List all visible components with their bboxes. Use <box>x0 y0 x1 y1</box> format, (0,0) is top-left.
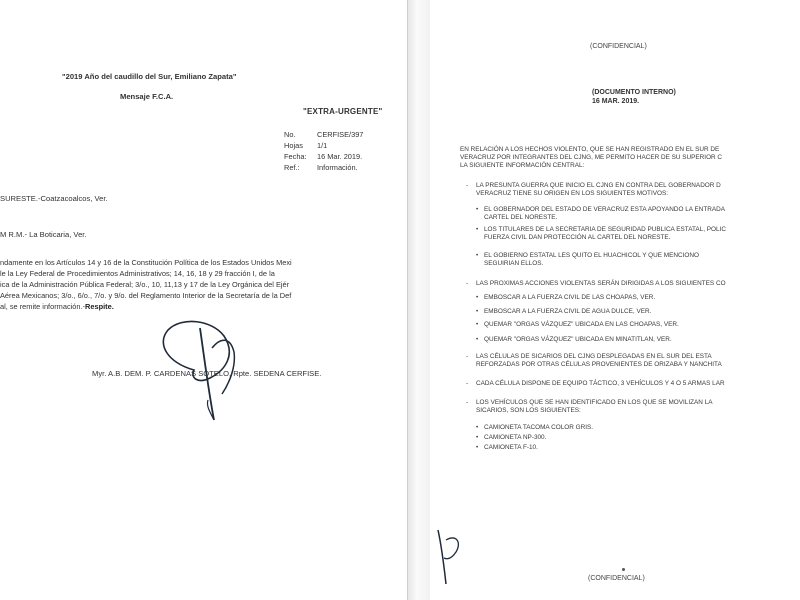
sub-list-item: EL GOBIERNO ESTATAL LES QUITO EL HUACHICOL Y QUE MENCIONO <box>484 252 699 259</box>
meta-label: No. <box>284 130 296 139</box>
bullet-marker: • <box>476 336 479 343</box>
bullet-marker: • <box>476 444 479 451</box>
sub-list-item: EMBOSCAR A LA FUERZA CIVIL DE LAS CHOAPAS, VER. <box>484 294 656 301</box>
list-item: REFORZADAS POR OTRAS CÉLULAS PROVENIENTES DE ORIZABA Y NANCHITA <box>476 361 722 368</box>
bullet-marker: • <box>476 308 479 315</box>
list-item: LAS PROXIMAS ACCIONES VIOLENTAS SERÁN DIRIGIDAS A LOS SIGUIENTES CO <box>476 280 726 287</box>
meta-value: Información. <box>317 163 358 172</box>
sub-list-item: CAMIONETA F-10. <box>484 444 538 451</box>
body-line: le la Ley Federal de Procedimientos Administrativos; 14, 16, 18 y 29 fracción I, de la <box>0 269 275 278</box>
meta-label: Hojas <box>284 141 303 150</box>
right-document-page <box>430 0 800 600</box>
confidential-footer: (CONFIDENCIAL) <box>588 575 645 582</box>
page-gutter <box>408 0 430 600</box>
bullet-marker: - <box>466 353 469 360</box>
meta-value: 16 Mar. 2019. <box>317 152 363 161</box>
body-closing: Respite. <box>85 302 114 311</box>
bullet-marker: • <box>476 252 479 259</box>
document-type: (DOCUMENTO INTERNO) <box>592 89 676 96</box>
stamp-mark <box>622 568 625 571</box>
meta-value: CERFISE/397 <box>317 130 364 139</box>
bullet-marker: • <box>476 424 479 431</box>
intro-line: VERACRUZ POR INTEGRANTES DEL CJNG, ME PERMITO HACER DE SU SUPERIOR C <box>460 154 723 161</box>
bullet-marker: • <box>476 206 479 213</box>
handwritten-initials <box>430 522 470 592</box>
sub-list-item: SEGUIRIAN ELLOS. <box>484 260 544 267</box>
sub-list-item: EL GOBERNADOR DEL ESTADO DE VERACRUZ ESTA APOYANDO LA ENTRADA <box>484 206 726 213</box>
recipient-address: SURESTE.-Coatzacoalcos, Ver. <box>0 194 108 203</box>
bullet-marker: • <box>476 226 479 233</box>
signature-line: Myr. A.B. DEM. P. CARDENAS SOTELO, Rpte. SEDENA CERFISE. <box>92 369 322 378</box>
bullet-marker: • <box>476 434 479 441</box>
list-item: SICARIOS, SON LOS SIGUIENTES: <box>476 407 581 414</box>
bullet-marker: • <box>476 321 479 328</box>
list-item: LA PRESUNTA GUERRA QUE INICIO EL CJNG EN CONTRA DEL GOBERNADOR D <box>476 182 721 189</box>
list-item: LAS CÉLULAS DE SICARIOS DEL CJNG DESPLEGADAS EN EL SUR DEL ESTA <box>476 353 712 360</box>
intro-line: EN RELACIÓN A LOS HECHOS VIOLENTO, QUE SE HAN REGISTRADO EN EL SUR DE <box>460 146 720 153</box>
urgency-label: "EXTRA-URGENTE" <box>303 107 383 116</box>
sub-list-item: CARTEL DEL NORESTE. <box>484 214 558 221</box>
sub-list-item: LOS TITULARES DE LA SECRETARIA DE SEGURIDAD PUBLICA ESTATAL, POLIC <box>484 226 726 233</box>
bullet-marker: • <box>476 294 479 301</box>
handwritten-signature <box>150 308 260 428</box>
sub-list-item: QUEMAR "ORGAS VÁZQUEZ" UBICADA EN LAS CHOAPAS, VER. <box>484 321 679 328</box>
sub-list-item: CAMIONETA TACOMA COLOR GRIS. <box>484 424 594 431</box>
list-item: VERACRUZ TIENE SU ORIGEN EN LOS SIGUIENTES MOTIVOS: <box>476 190 668 197</box>
bullet-marker: - <box>466 182 469 189</box>
document-date: 16 MAR. 2019. <box>592 98 640 105</box>
body-line: ndamente en los Artículos 14 y 16 de la Constitución Política de los Estados Unidos Mexi <box>0 258 292 267</box>
meta-label: Ref.: <box>284 163 300 172</box>
list-item: LOS VEHÍCULOS QUE SE HAN IDENTIFICADO EN LOS QUE SE MOVILIZAN LA <box>476 399 713 406</box>
recipient-address: M R.M.- La Boticaria, Ver. <box>0 230 87 239</box>
bullet-marker: - <box>466 399 469 406</box>
document-motto: "2019 Año del caudillo del Sur, Emiliano Zapata" <box>62 72 237 81</box>
body-line <box>0 302 114 311</box>
meta-label: Fecha: <box>284 152 307 161</box>
confidential-header: (CONFIDENCIAL) <box>590 43 647 50</box>
bullet-marker: - <box>466 380 469 387</box>
body-line-text: al, se remite información.- <box>0 302 86 311</box>
sub-list-item: CAMIONETA NP-300. <box>484 434 547 441</box>
sub-list-item: EMBOSCAR A LA FUERZA CIVIL DE AGUA DULCE, VER. <box>484 308 652 315</box>
bullet-marker: - <box>466 280 469 287</box>
sub-list-item: FUERZA CIVIL DAN PROTECCIÓN AL CARTEL DEL NORESTE. <box>484 234 671 241</box>
sub-list-item: QUEMAR "ORGAS VÁZQUEZ" UBICADA EN MINATITLAN, VER. <box>484 336 672 343</box>
intro-line: LA SIGUIENTE INFORMACIÓN CENTRAL: <box>460 162 585 169</box>
message-type: Mensaje F.C.A. <box>120 92 174 101</box>
meta-value: 1/1 <box>317 141 328 150</box>
body-line: Aérea Mexicanos; 3/o., 6/o., 7/o. y 9/o. del Reglamento Interior de la Secretaría de la Def <box>0 291 292 300</box>
body-line: ica de la Administración Pública Federal; 3/o., 10, 11,13 y 17 de la Ley Orgánica del Ejér <box>0 280 290 289</box>
list-item: CADA CÉLULA DISPONE DE EQUIPO TÁCTICO, 3 VEHÍCULOS Y 4 O 5 ARMAS LAR <box>476 380 725 387</box>
